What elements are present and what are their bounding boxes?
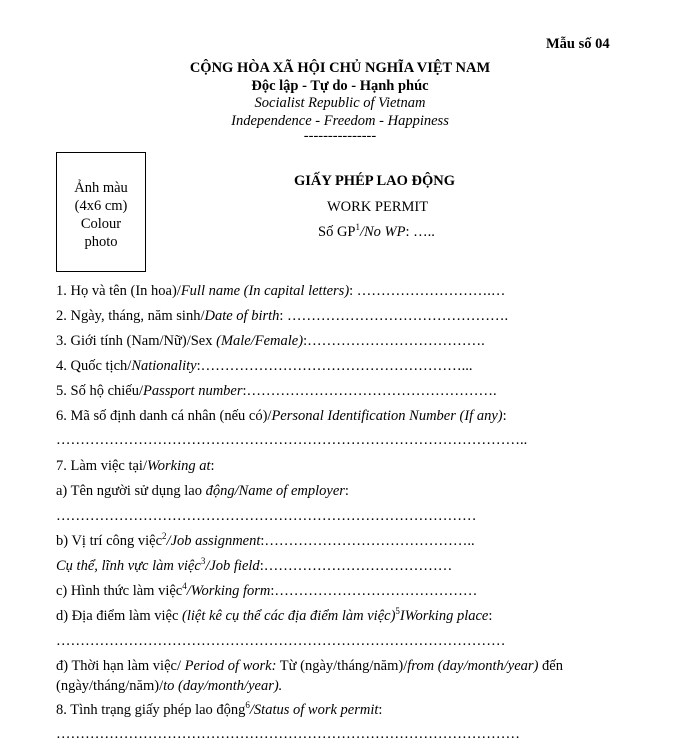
field-employer (56, 483, 349, 500)
field-period-from-en: from (day/month/year) (407, 658, 539, 674)
field-sex-label-en: (Male/Female) (216, 333, 304, 349)
field-passport-label: 5. Số hộ chiếu/ (56, 383, 143, 399)
field-sex-label: 3. Giới tính (Nam/Nữ)/Sex (56, 333, 217, 349)
document-title: GIẤY PHÉP LAO ĐỘNG (294, 173, 455, 189)
field-working-at (56, 458, 215, 475)
photo-label-4: photo (84, 234, 118, 250)
field-job-field-label: Cụ thể, lĩnh vực làm việc (56, 558, 201, 574)
field-job-field (56, 558, 452, 575)
field-working-place (56, 608, 492, 625)
form-number: Mẫu số 04 (546, 36, 610, 52)
field-employer-label: a) Tên người sử dụng lao (56, 483, 206, 499)
field-permit-status-colon: : (378, 702, 383, 718)
field-full-name-value: : ……………………….… (349, 283, 506, 299)
field-working-form-label-en: /Working form (186, 583, 271, 599)
field-working-place-label-en: IWorking place (399, 608, 489, 624)
permit-number-label: Số GP (318, 224, 356, 240)
field-working-place-value: ………………………………………………………………………………… (56, 633, 506, 649)
field-dob-label: 2. Ngày, tháng, năm sinh/ (56, 308, 205, 324)
motto: Độc lập - Tự do - Hạnh phúc (251, 78, 429, 94)
field-nationality-label-en: Nationality (131, 358, 197, 374)
field-employer-colon: : (344, 483, 349, 499)
field-period-to-en: to (day/month/year). (163, 678, 283, 694)
field-nationality (56, 358, 472, 375)
field-period-to-vi: (ngày/tháng/năm)/ (56, 678, 164, 694)
field-job-assignment (56, 533, 475, 550)
document-title-en: WORK PERMIT (327, 199, 429, 215)
country-name-en: Socialist Republic of Vietnam (254, 95, 426, 111)
field-job-assignment-value: :…………………………………….. (260, 533, 475, 549)
field-dob-value: : ………………………………………. (279, 308, 509, 324)
field-working-place-label: d) Địa điểm làm việc (56, 608, 183, 624)
footnote-2: 2 (162, 531, 167, 542)
field-permit-status-value: …………………………………………………………………………………… (56, 726, 520, 742)
photo-label-3: Colour (80, 216, 122, 232)
footnote-4: 4 (182, 581, 187, 592)
field-personal-id-value: …………………………………………………………………………………….. (56, 432, 528, 448)
field-period-label-en: Period of work: (184, 658, 277, 674)
field-job-field-value: :………………………………… (259, 558, 453, 574)
photo-label-1: Ảnh màu (74, 180, 128, 196)
field-dob-label-en: Date of birth (204, 308, 280, 324)
field-period-of-work (56, 658, 563, 675)
country-name: CỘNG HÒA XÃ HỘI CHỦ NGHĨA VIỆT NAM (189, 60, 491, 76)
field-personal-id-label: 6. Mã số định danh cá nhân (nếu có)/ (56, 408, 272, 424)
field-working-at-colon: : (210, 458, 215, 474)
header-divider: --------------- (303, 128, 377, 144)
field-working-place-colon: : (488, 608, 493, 624)
field-passport-value: :……………………………………………. (242, 383, 497, 399)
field-full-name-label-en: Full name (In capital letters) (180, 283, 350, 299)
field-working-at-label-en: Working at (147, 458, 211, 474)
field-permit-status (56, 702, 382, 719)
motto-en: Independence - Freedom - Happiness (231, 113, 449, 129)
footnote-5: 5 (395, 606, 400, 617)
permit-number-value: : ….. (405, 224, 435, 240)
field-period-to (56, 678, 282, 695)
field-working-form-value: :…………………………………… (270, 583, 478, 599)
field-sex (56, 333, 485, 350)
footnote-3: 3 (200, 556, 206, 567)
field-full-name-label: 1. Họ và tên (In hoa)/ (56, 283, 181, 299)
field-employer-value: …………………………………………………………………………… (56, 508, 477, 524)
photo-box (56, 152, 146, 272)
field-full-name (56, 283, 505, 300)
field-nationality-label: 4. Quốc tịch/ (56, 358, 132, 374)
field-working-at-label: 7. Làm việc tại/ (56, 458, 147, 474)
field-personal-id-colon: : (502, 408, 507, 424)
field-nationality-value: :………………………………………………... (196, 358, 473, 374)
field-period-label: đ) Thời hạn làm việc/ (56, 658, 185, 674)
photo-label-2: (4x6 cm) (74, 198, 128, 214)
field-working-form-label: c) Hình thức làm việc (56, 583, 183, 599)
field-working-form (56, 583, 477, 600)
permit-number-label-en: /No WP (359, 224, 406, 240)
field-job-assignment-label-en: /Job assignment (166, 533, 261, 549)
field-passport-label-en: Passport number (143, 383, 243, 399)
field-sex-value: :………………………………. (303, 333, 485, 349)
field-employer-label-en: động/Name of employer (205, 483, 345, 499)
field-date-of-birth (56, 308, 508, 325)
field-permit-status-label: 8. Tình trạng giấy phép lao động (56, 702, 246, 718)
field-period-to-label: đến (538, 658, 563, 674)
field-period-from: Từ (ngày/tháng/năm)/ (276, 658, 408, 674)
field-personal-id (56, 408, 507, 425)
field-working-place-note: (liệt kê cụ thể các địa điểm làm việc) (182, 608, 396, 624)
field-job-assignment-label: b) Vị trí công việc (56, 533, 163, 549)
footnote-1: 1 (355, 222, 360, 233)
field-passport (56, 383, 497, 400)
permit-number (318, 224, 435, 241)
footnote-6: 6 (245, 700, 250, 711)
field-permit-status-label-en: /Status of work permit (249, 702, 379, 718)
field-job-field-label-en: /Job field (205, 558, 260, 574)
field-personal-id-label-en: Personal Identification Number (If any) (271, 408, 503, 424)
